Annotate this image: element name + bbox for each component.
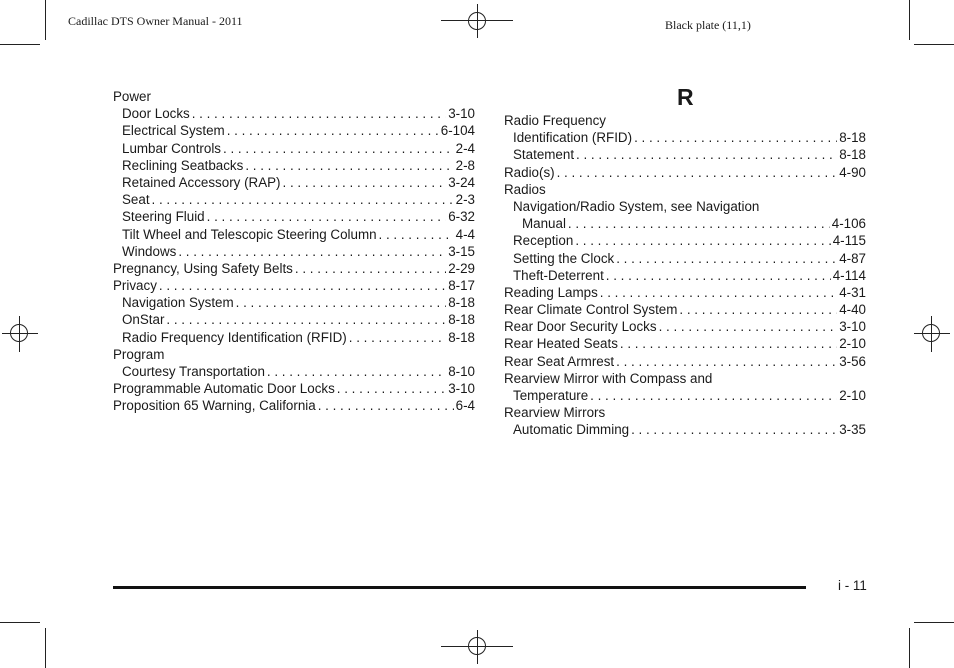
index-entry-page: 8-18: [448, 312, 475, 328]
index-entry: [504, 267, 866, 284]
index-entry: [504, 318, 866, 335]
index-entry-text: Windows: [122, 243, 177, 259]
index-entry: [504, 250, 866, 267]
index-entry-page: 4-90: [839, 164, 866, 180]
index-entry: [504, 198, 866, 215]
index-entry-text: Radio(s): [504, 164, 555, 180]
dot-leader: [679, 301, 837, 318]
dot-leader: [568, 215, 830, 232]
index-entry-text: Privacy: [113, 278, 157, 294]
index-entry-text: Reading Lamps: [504, 284, 598, 300]
index-entry-text: Electrical System: [122, 123, 225, 139]
dot-leader: [192, 105, 446, 122]
index-entry-text: Manual: [522, 216, 566, 232]
index-entry-page: 8-17: [448, 278, 475, 294]
index-entry: [504, 181, 866, 198]
index-entry: [113, 157, 475, 174]
index-entry-text: Courtesy Transportation: [122, 364, 265, 379]
index-entry-page: 4-40: [839, 302, 866, 318]
dot-leader: [295, 260, 446, 277]
index-entry: [113, 191, 475, 208]
header-manual-title: Cadillac DTS Owner Manual - 2011: [68, 14, 243, 28]
index-entry-text: Automatic Dimming: [513, 422, 630, 438]
index-entry-text: Reception: [513, 233, 574, 249]
index-entry-page: 3-10: [448, 106, 475, 122]
index-entry-text: Temperature: [513, 388, 589, 403]
index-entry-page: 2-8: [455, 157, 475, 173]
index-entry: [504, 164, 866, 181]
index-entry-page: 6-32: [448, 209, 475, 225]
dot-leader: [634, 129, 837, 146]
dot-leader: [236, 294, 447, 311]
dot-leader: [349, 329, 446, 346]
index-entry-page: 8-18: [839, 130, 866, 146]
index-entry: [504, 404, 866, 421]
dot-leader: [267, 363, 446, 380]
index-entry-text: Navigation/Radio System, see Navigation: [513, 198, 760, 214]
index-entry-text: Program: [113, 346, 165, 362]
index-entry-text: Setting the Clock: [513, 250, 615, 266]
index-entry: [504, 232, 866, 249]
index-entry-page: 2-3: [455, 192, 475, 208]
dot-leader: [227, 122, 439, 139]
index-entry: [113, 208, 475, 225]
dot-leader: [557, 164, 838, 181]
index-entry-text: Lumbar Controls: [122, 140, 221, 156]
index-entry-text: Rear Seat Armrest: [504, 353, 615, 369]
index-entry: [113, 226, 475, 243]
index-entry: [113, 380, 475, 397]
index-entry-text: Theft-Deterrent: [513, 267, 604, 283]
dot-leader: [631, 421, 837, 438]
header-plate-label: Black plate (11,1): [665, 18, 751, 32]
dot-leader: [166, 311, 446, 328]
index-entry: [113, 174, 475, 191]
index-entry: [504, 284, 866, 301]
dot-leader: [223, 140, 454, 157]
index-entry: [113, 346, 475, 363]
dot-leader: [606, 267, 831, 284]
index-entry-page: 2-10: [839, 388, 866, 403]
dot-leader: [245, 157, 453, 174]
dot-leader: [318, 397, 454, 414]
index-entry: [504, 387, 866, 404]
index-entry: [504, 421, 866, 438]
index-entry-page: 3-10: [839, 319, 866, 335]
dot-leader: [600, 284, 837, 301]
dot-leader: [337, 380, 446, 397]
index-entry-text: Pregnancy, Using Safety Belts: [113, 260, 293, 276]
index-entry: [113, 105, 475, 122]
index-entry-page: 2-4: [455, 140, 475, 156]
index-entry-page: 4-31: [839, 284, 866, 300]
index-entry-page: 3-15: [448, 243, 475, 259]
dot-leader: [283, 174, 447, 191]
dot-leader: [575, 232, 830, 249]
index-entry-page: 2-10: [839, 336, 866, 352]
dot-leader: [576, 146, 837, 163]
index-entry: [504, 112, 866, 129]
index-entry-text: Seat: [122, 192, 150, 208]
index-entry: [113, 88, 475, 105]
index-entry-page: 4-106: [831, 216, 866, 232]
index-entry-page: 8-18: [448, 295, 475, 311]
index-entry-text: Reclining Seatbacks: [122, 157, 244, 173]
dot-leader: [590, 387, 837, 404]
dot-leader: [616, 250, 837, 267]
index-entry-page: 3-35: [839, 422, 866, 438]
index-entry: [113, 243, 475, 260]
index-entry: [113, 260, 475, 277]
section-letter: R: [677, 84, 694, 110]
dot-leader: [178, 243, 446, 260]
index-entry-page: 3-24: [448, 174, 475, 190]
index-entry: [113, 311, 475, 328]
index-entry-page: 4-87: [839, 250, 866, 266]
index-entry-page: 4-115: [832, 233, 866, 249]
index-entry-text: Door Locks: [122, 106, 190, 122]
index-entry: [113, 122, 475, 139]
index-entry-page: 6-4: [455, 398, 475, 414]
index-entry: [504, 146, 866, 163]
index-entry-text: Power: [113, 89, 151, 104]
index-entry: [113, 329, 475, 346]
index-entry: [504, 353, 866, 370]
index-entry-text: Retained Accessory (RAP): [122, 174, 281, 190]
page-number: i - 11: [838, 578, 867, 593]
index-column-right: [504, 112, 866, 439]
index-entry-page: 6-104: [440, 123, 475, 139]
index-entry-page: 2-29: [448, 260, 475, 276]
index-entry-text: Rearview Mirrors: [504, 405, 606, 421]
index-entry-text: Statement: [513, 147, 575, 163]
index-entry-text: Steering Fluid: [122, 209, 205, 225]
index-entry-text: Proposition 65 Warning, California: [113, 398, 316, 414]
index-entry-text: Navigation System: [122, 295, 234, 311]
index-entry: [504, 335, 866, 352]
index-entry-text: Identification (RFID): [513, 130, 633, 146]
index-entry-text: OnStar: [122, 312, 165, 328]
index-entry-text: Rear Climate Control System: [504, 302, 678, 318]
index-entry-page: 4-114: [832, 267, 866, 283]
index-entry: [113, 294, 475, 311]
index-entry: [504, 215, 866, 232]
dot-leader: [659, 318, 838, 335]
index-entry: [113, 363, 475, 380]
index-entry-text: Radio Frequency: [504, 113, 606, 128]
index-entry: [113, 140, 475, 157]
index-entry: [504, 301, 866, 318]
index-entry-page: 8-18: [448, 329, 475, 345]
dot-leader: [379, 226, 454, 243]
index-entry: [504, 370, 866, 387]
dot-leader: [159, 277, 446, 294]
index-column-left: [113, 88, 475, 415]
index-entry-text: Radios: [504, 181, 546, 197]
index-entry-page: 4-4: [455, 226, 475, 242]
index-entry: [113, 277, 475, 294]
index-entry-text: Radio Frequency Identification (RFID): [122, 329, 347, 345]
index-entry-text: Rearview Mirror with Compass and: [504, 370, 713, 386]
dot-leader: [616, 353, 837, 370]
index-entry-page: 3-56: [839, 353, 866, 369]
dot-leader: [152, 191, 454, 208]
dot-leader: [207, 208, 447, 225]
index-entry-text: Rear Heated Seats: [504, 336, 618, 352]
index-entry: [113, 397, 475, 414]
dot-leader: [620, 335, 837, 352]
index-entry-text: Tilt Wheel and Telescopic Steering Column: [122, 226, 377, 242]
index-entry: [504, 129, 866, 146]
index-entry-text: Rear Door Security Locks: [504, 319, 657, 335]
index-entry-page: 8-10: [448, 364, 475, 379]
index-entry-text: Programmable Automatic Door Locks: [113, 381, 335, 397]
index-entry-page: 8-18: [839, 147, 866, 163]
index-entry-page: 3-10: [448, 381, 475, 397]
footer-rule: [113, 586, 806, 589]
